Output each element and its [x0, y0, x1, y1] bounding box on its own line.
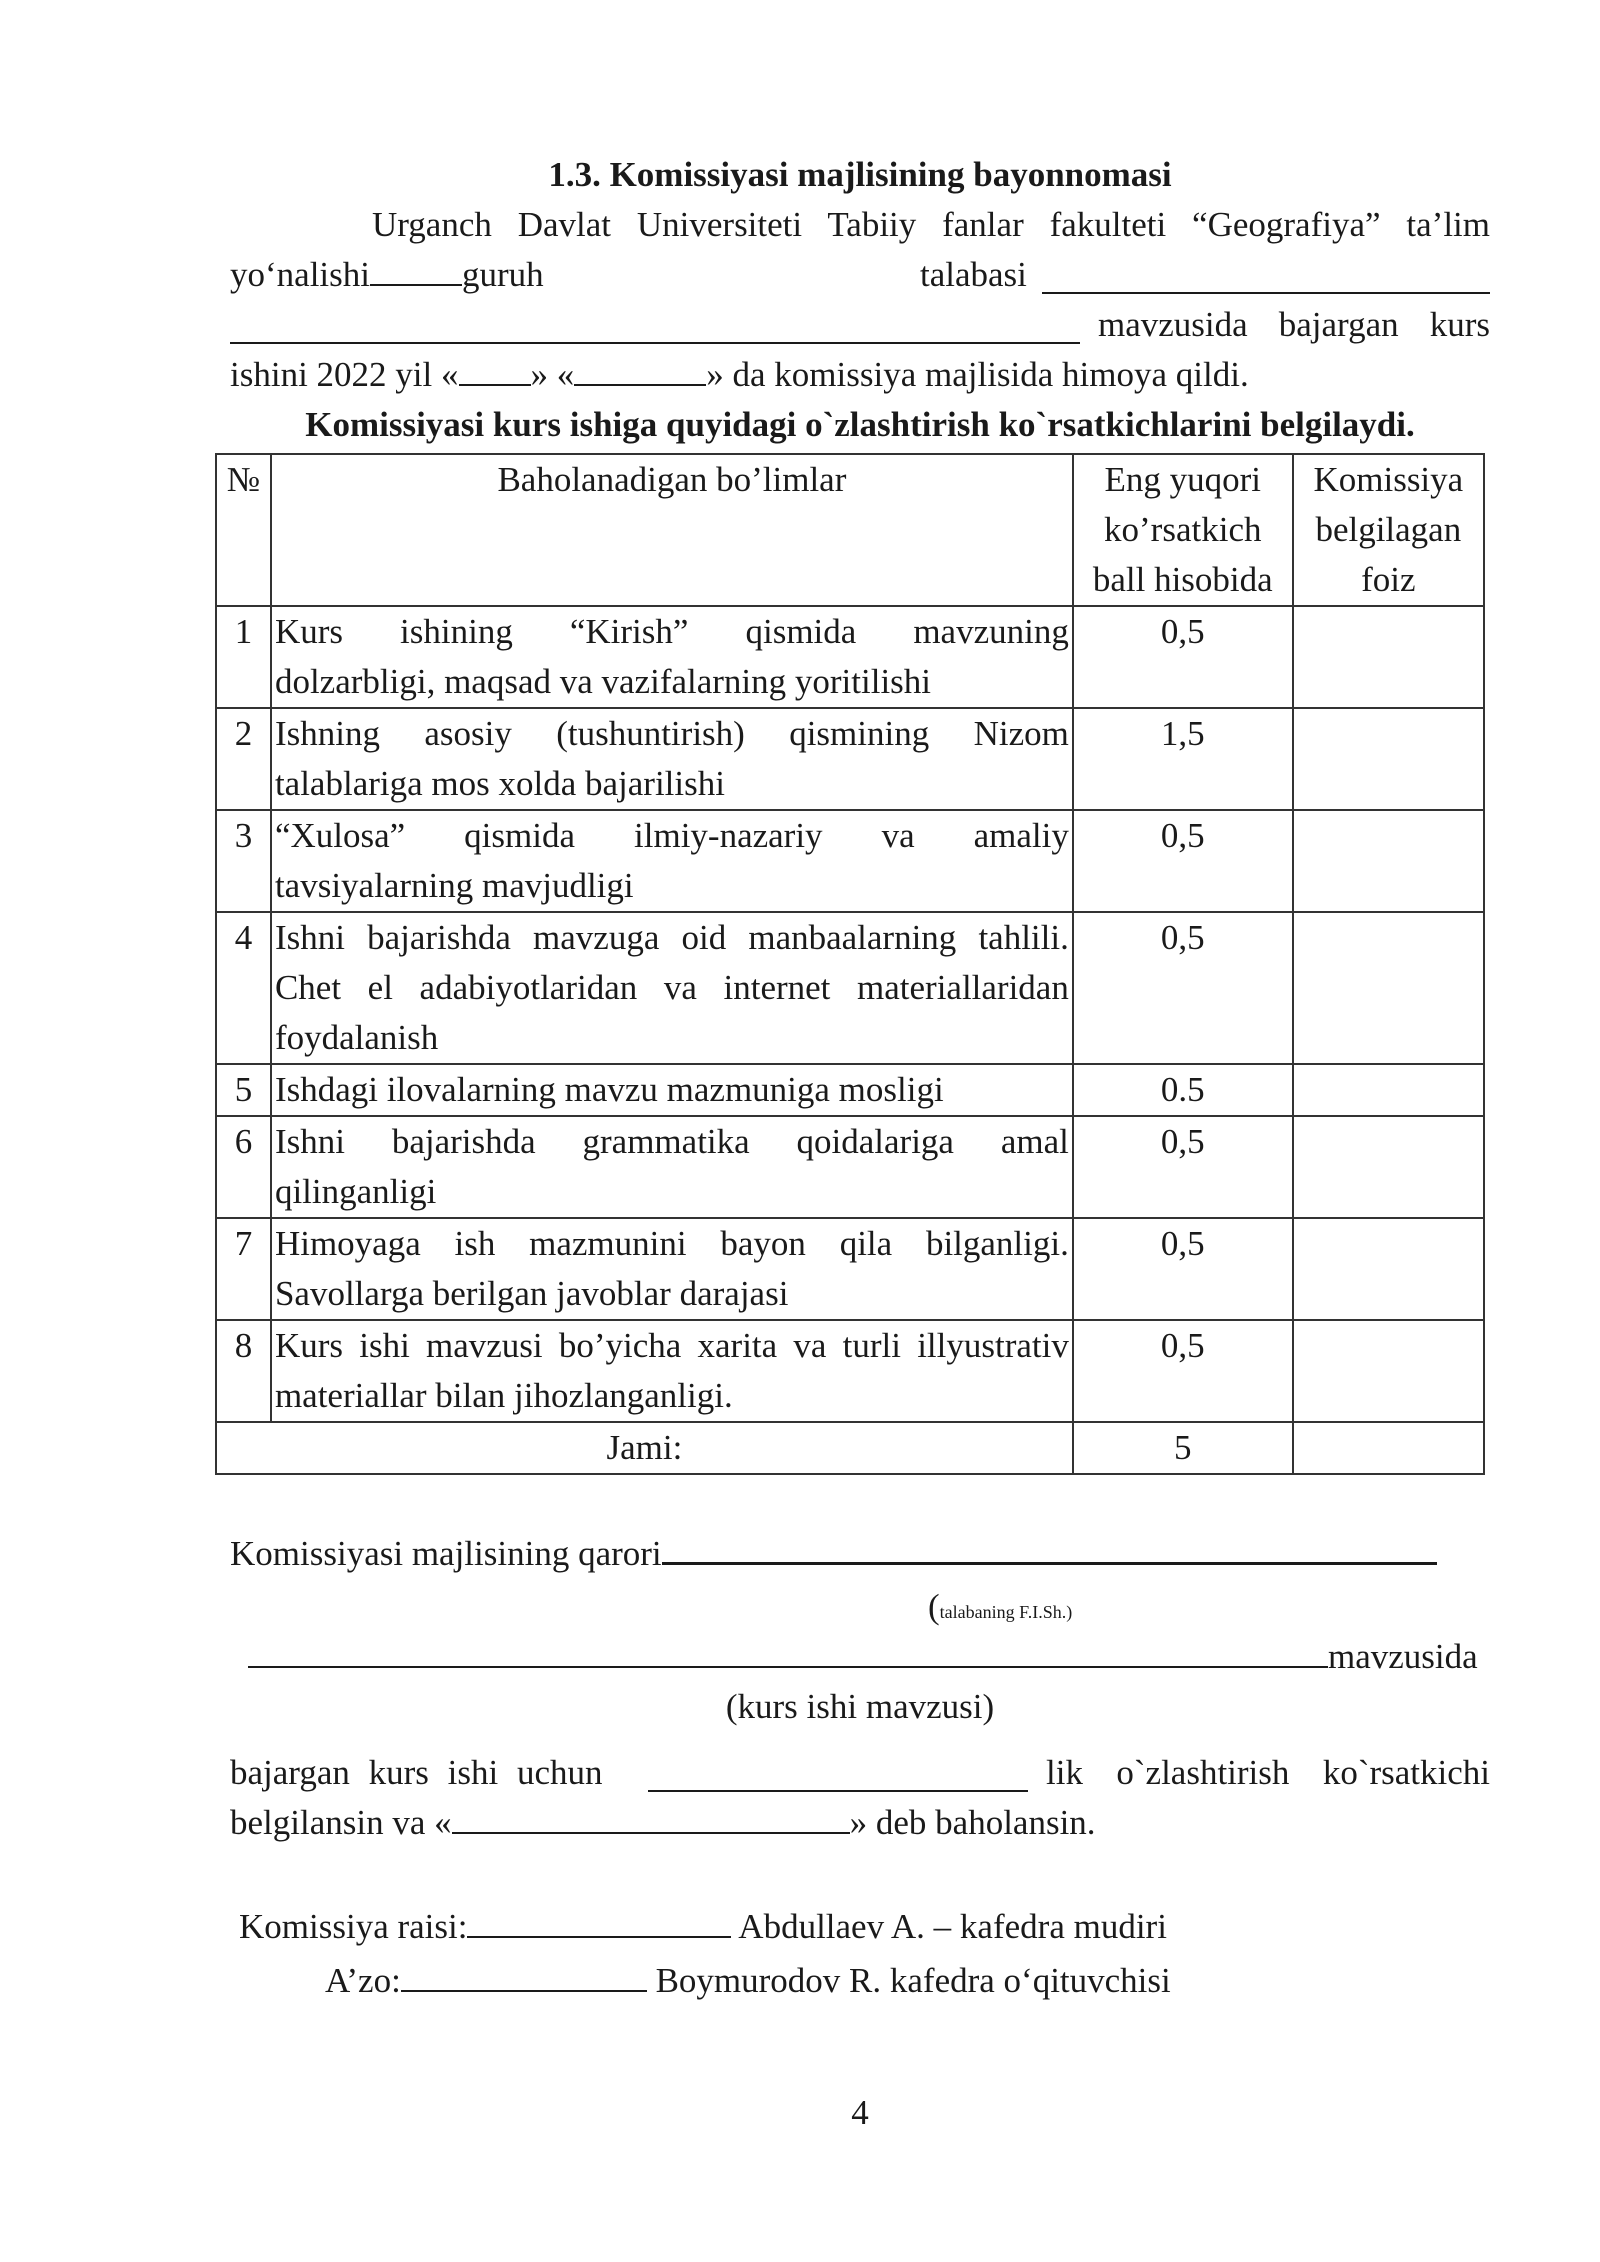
table-row [216, 1320, 1484, 1422]
header-number: № [216, 454, 271, 606]
row-percent-cell [1293, 810, 1484, 912]
row-max-score: 1,5 [1073, 708, 1293, 810]
table-row [216, 1116, 1484, 1218]
row-number: 8 [216, 1320, 271, 1422]
row-section-line: Himoyaga ish mazmunini bayon qila bilganligi. [274, 1224, 1069, 1263]
row-section-line: Ishni bajarishda grammatika qoidalariga amal [274, 1122, 1069, 1161]
chair-name: Abdullaev A. – kafedra mudiri [738, 1907, 1167, 1946]
row-number: 7 [216, 1218, 271, 1320]
topic-blank [230, 308, 1080, 344]
decision-student-blank [662, 1528, 1437, 1565]
decision-line-4 [230, 1798, 1490, 1848]
row-section-line: Kurs ishi mavzusi bo’yicha xarita va turli illyustrativ [274, 1326, 1069, 1365]
member-name: Boymurodov R. kafedra o‘qituvchisi [655, 1961, 1171, 2000]
header-section: Baholanadigan bo’limlar [271, 454, 1073, 606]
row-percent-cell [1293, 1320, 1484, 1422]
member-label: A’zo: [325, 1961, 401, 2000]
row-number: 5 [216, 1064, 271, 1116]
decision-topic-suffix: mavzusida [1328, 1637, 1478, 1676]
row-max-score: 0,5 [1073, 810, 1293, 912]
table-header-row [216, 454, 1484, 606]
decision-score-prefix: bajargan kurs ishi uchun [230, 1753, 603, 1792]
row-section [271, 708, 1073, 810]
row-section-line: “Xulosa” qismida ilmiy-nazariy va amaliy [274, 816, 1069, 855]
row-section-line: materiallar bilan jihozlanganligi. [274, 1376, 733, 1415]
signature-chair [239, 1902, 1167, 1952]
decision-grade-suffix: » deb baholansin. [849, 1803, 1096, 1842]
row-section [271, 1116, 1073, 1218]
row-section [271, 1320, 1073, 1422]
intro-group-label: guruh [461, 255, 544, 294]
table-row [216, 606, 1484, 708]
row-percent-cell [1293, 1064, 1484, 1116]
row-section [271, 1218, 1073, 1320]
row-number: 1 [216, 606, 271, 708]
row-number: 4 [216, 912, 271, 1064]
total-value: 5 [1073, 1422, 1293, 1474]
decision-topic-blank [248, 1632, 1328, 1668]
row-section-line: Ishdagi ilovalarning mavzu mazmuniga mosligi [274, 1070, 944, 1109]
subtitle: Komissiyasi kurs ishiga quyidagi o`zlashtirish ko`rsatkichlarini belgilaydi. [305, 405, 1415, 444]
table-total-row [216, 1422, 1484, 1474]
row-max-score: 0.5 [1073, 1064, 1293, 1116]
table-row [216, 810, 1484, 912]
row-section [271, 1064, 1073, 1116]
decision-hint [928, 1582, 1072, 1637]
row-section-line: dolzarbligi, maqsad va vazifalarning yoritilishi [274, 662, 932, 701]
decision-hint-paren: ( [928, 1587, 940, 1626]
decision-score-blank [648, 1756, 1028, 1792]
decision-hint-text: talabaning F.I.Sh.) [939, 1602, 1073, 1622]
row-section-line: Ishni bajarishda mavzuga oid manbaalarning tahlili. [274, 918, 1069, 957]
chair-signature-blank [467, 1902, 731, 1938]
header-max-line: ball hisobida [1092, 560, 1273, 599]
row-max-score: 0,5 [1073, 1116, 1293, 1218]
table-row [216, 912, 1484, 1064]
row-max-score: 0,5 [1073, 1218, 1293, 1320]
page-number: 4 [851, 2093, 869, 2132]
row-section-line: foydalanish [274, 1018, 439, 1057]
header-pct-line: foiz [1361, 560, 1416, 599]
day-blank [459, 350, 531, 386]
intro-line-2 [230, 250, 1490, 300]
row-percent-cell [1293, 1218, 1484, 1320]
intro-date-prefix: ishini 2022 yil « [230, 355, 459, 394]
row-section-line: Ishning asosiy (tushuntirish) qismining Nizom [274, 714, 1069, 753]
row-section-line: Chet el adabiyotlaridan va internet materiallaridan [274, 968, 1069, 1007]
row-section-line: Savollarga berilgan javoblar darajasi [274, 1274, 789, 1313]
decision-label: Komissiyasi majlisining qarori [230, 1534, 662, 1573]
intro-line-1: Urganch Davlat Universiteti Tabiiy fanlar fakulteti “Geografiya” ta’lim [372, 205, 1490, 244]
header-percent [1293, 454, 1484, 606]
row-number: 3 [216, 810, 271, 912]
intro-line-4 [230, 350, 1490, 400]
page-title: 1.3. Komissiyasi majlisining bayonnomasi [548, 155, 1172, 194]
header-max-score [1073, 454, 1293, 606]
table-row [216, 1218, 1484, 1320]
row-number: 6 [216, 1116, 271, 1218]
assessment-table [215, 453, 1485, 1475]
decision-grade-blank [452, 1798, 850, 1834]
chair-label: Komissiya raisi: [239, 1907, 468, 1946]
header-max-line: ko’rsatkich [1104, 510, 1262, 549]
intro-date-suffix: » da komissiya majlisida himoya qildi. [706, 355, 1249, 394]
signature-member [325, 1956, 1171, 2006]
decision-topic-hint: (kurs ishi mavzusi) [725, 1687, 995, 1726]
header-pct-line: belgilagan [1315, 510, 1462, 549]
decision-line-1 [230, 1528, 1490, 1579]
row-percent-cell [1293, 1116, 1484, 1218]
row-max-score: 0,5 [1073, 1320, 1293, 1422]
row-section [271, 912, 1073, 1064]
header-pct-line: Komissiya [1313, 460, 1464, 499]
intro-student-label: talabasi [920, 255, 1027, 294]
month-blank [574, 350, 706, 386]
row-percent-cell [1293, 708, 1484, 810]
table-row [216, 708, 1484, 810]
row-percent-cell [1293, 606, 1484, 708]
decision-score-suffix: lik o`zlashtirish ko`rsatkichi [1046, 1753, 1490, 1792]
row-max-score: 0,5 [1073, 606, 1293, 708]
row-section [271, 810, 1073, 912]
intro-date-sep: » « [530, 355, 575, 394]
row-section-line: talablariga mos xolda bajarilishi [274, 764, 725, 803]
member-signature-blank [401, 1956, 647, 1992]
row-section-line: qilinganligi [274, 1172, 437, 1211]
table-row [216, 1064, 1484, 1116]
row-percent-cell [1293, 912, 1484, 1064]
row-number: 2 [216, 708, 271, 810]
decision-grade-prefix: belgilansin va « [230, 1803, 452, 1842]
row-max-score: 0,5 [1073, 912, 1293, 1064]
intro-direction-label: yo‘nalishi [230, 255, 370, 294]
total-percent-cell [1293, 1422, 1484, 1474]
header-max-line: Eng yuqori [1104, 460, 1262, 499]
decision-line-2 [248, 1632, 1490, 1682]
row-section-line: Kurs ishining “Kirish” qismida mavzuning [274, 612, 1069, 651]
group-blank [370, 250, 462, 286]
student-name-blank [1042, 258, 1490, 294]
total-label: Jami: [216, 1422, 1073, 1474]
intro-topic-label: mavzusida bajargan kurs [1098, 305, 1490, 344]
row-section-line: tavsiyalarning mavjudligi [274, 866, 634, 905]
row-section [271, 606, 1073, 708]
